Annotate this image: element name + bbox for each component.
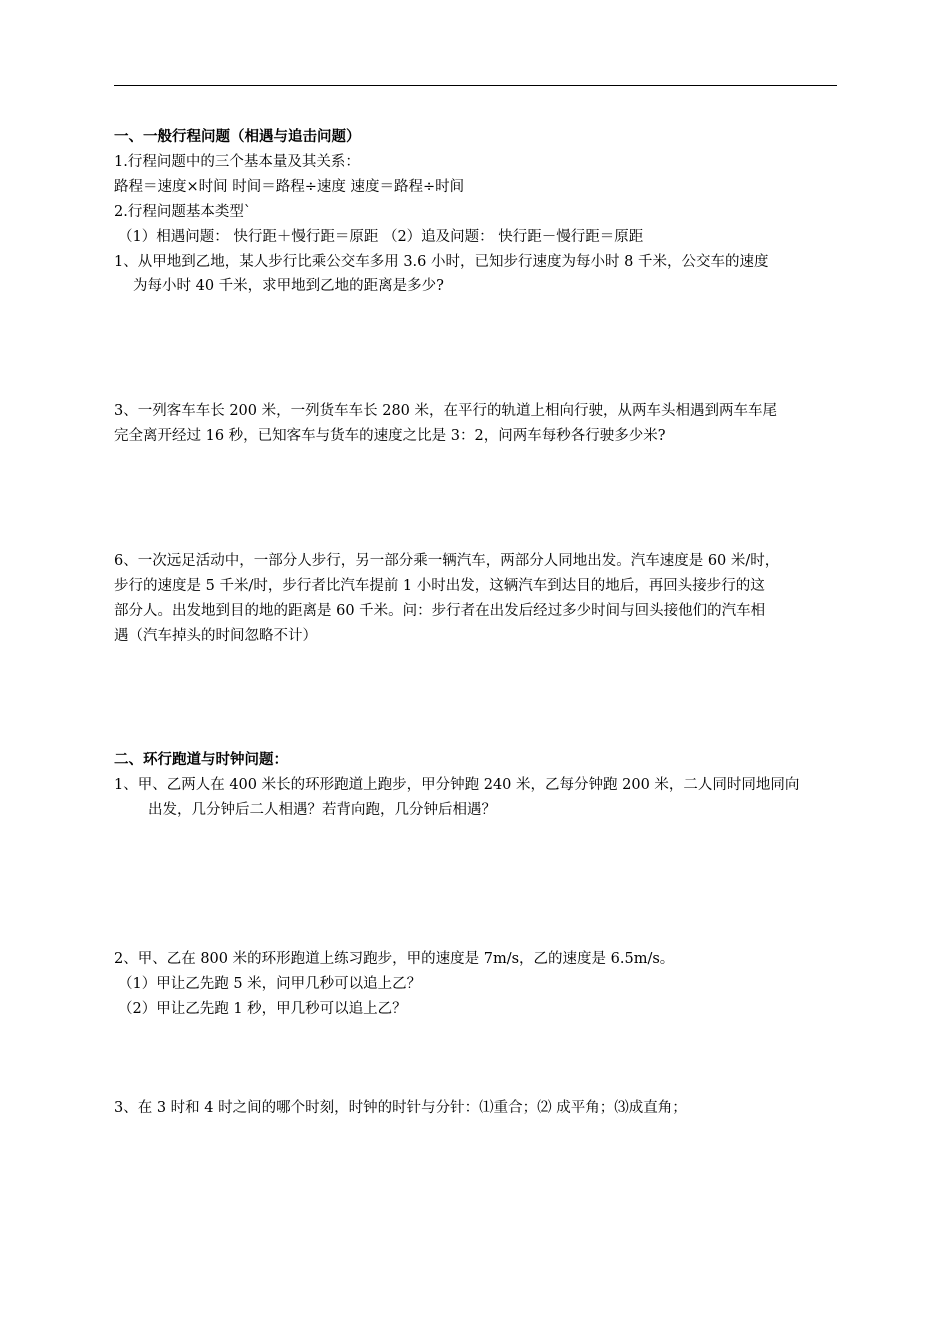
s1-question-3-line-2: 完全离开经过 16 秒，已知客车与货车的速度之比是 3：2，问两车每秒各行驶多少米? bbox=[114, 428, 666, 444]
section2-heading: 二、环行跑道与时钟问题： bbox=[114, 751, 288, 768]
s2-question-3-line-1: 3、在 3 时和 4 时之间的哪个时刻，时钟的时针与分针：⑴重合；⑵ 成平角；⑶成直角； bbox=[114, 1100, 687, 1116]
s1-question-6-line-1: 6、一次远足活动中，一部分人步行，另一部分乘一辆汽车，两部分人同地出发。汽车速度是 60 米/时， bbox=[114, 553, 780, 569]
s1-question-6-line-4: 遇（汽车掉头的时间忽略不计） bbox=[114, 628, 317, 644]
s1-question-3-line-1: 3、一列客车车长 200 米，一列货车车长 280 米，在平行的轨道上相向行驶，从两车头相遇到两车车尾 bbox=[114, 403, 778, 419]
s2-question-1-line-1: 1、甲、乙两人在 400 米长的环形跑道上跑步，甲分钟跑 240 米，乙每分钟跑 200 米，二人同时同地同向 bbox=[114, 777, 800, 793]
s1-question-1-line-2: 为每小时 40 千米，求甲地到乙地的距离是多少? bbox=[133, 278, 444, 294]
s1-question-1-line-1: 1、从甲地到乙地，某人步行比乘公交车多用 3.6 小时，已知步行速度为每小时 8 千米，公交车的速度 bbox=[114, 254, 769, 270]
s2-question-1-line-2: 出发，几分钟后二人相遇？若背向跑，几分钟后相遇？ bbox=[148, 802, 496, 818]
s2-question-2-sub-2: （2）甲让乙先跑 1 秒，甲几秒可以追上乙？ bbox=[118, 1001, 407, 1017]
s2-question-2-line-1: 2、甲、乙在 800 米的环形跑道上练习跑步，甲的速度是 7m/s，乙的速度是 6.5m/s。 bbox=[114, 951, 675, 967]
formulas-line: 路程＝速度×时间 时间＝路程÷速度 速度＝路程÷时间 bbox=[114, 179, 465, 195]
types-line: （1）相遇问题： 快行距＋慢行距＝原距 （2）追及问题： 快行距－慢行距＝原距 bbox=[118, 229, 644, 245]
s1-question-6-line-3: 部分人。出发地到目的地的距离是 60 千米。问：步行者在出发后经过多少时间与回头接他们的汽车相 bbox=[114, 603, 766, 619]
section1-heading: 一、一般行程问题（相遇与追击问题） bbox=[114, 128, 361, 145]
s1-question-6-line-2: 步行的速度是 5 千米/时，步行者比汽车提前 1 小时出发，这辆汽车到达目的地后，再回头接步行的这 bbox=[114, 578, 765, 594]
intro-line-2: 2.行程问题基本类型` bbox=[114, 204, 252, 220]
s2-question-2-sub-1: （1）甲让乙先跑 5 米，问甲几秒可以追上乙？ bbox=[118, 976, 422, 992]
header-rule bbox=[114, 85, 837, 86]
intro-line-1: 1.行程问题中的三个基本量及其关系： bbox=[114, 154, 360, 170]
